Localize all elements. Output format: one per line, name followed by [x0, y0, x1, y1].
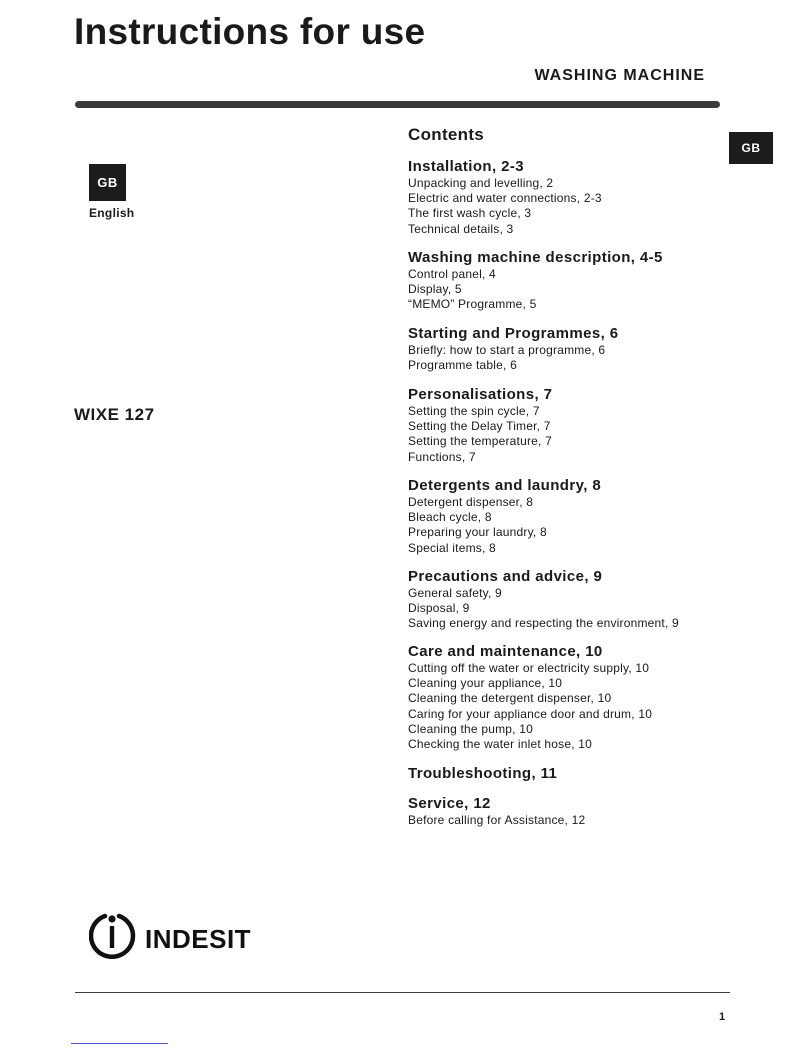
toc-item[interactable]: Checking the water inlet hose, 10: [408, 737, 593, 752]
toc-item[interactable]: “MEMO” Programme, 5: [408, 297, 537, 312]
toc-section-installation: [408, 157, 602, 237]
title-divider: [75, 101, 720, 108]
page-number: 1: [719, 1011, 726, 1023]
toc-section-care: [408, 642, 652, 752]
toc-section-title[interactable]: Washing machine description, 4-5: [408, 249, 663, 266]
toc-item[interactable]: Detergent dispenser, 8: [408, 495, 534, 509]
toc-section-starting: [408, 324, 618, 373]
toc-item[interactable]: The first wash cycle, 3: [408, 206, 532, 221]
toc-item[interactable]: Setting the temperature, 7: [408, 434, 552, 449]
toc-item[interactable]: Special items, 8: [408, 540, 496, 555]
toc-item[interactable]: Cutting off the water or electricity supply, 10: [408, 661, 650, 675]
toc-item[interactable]: Functions, 7: [408, 449, 476, 464]
toc-item[interactable]: Display, 5: [408, 282, 462, 297]
toc-section-title[interactable]: Troubleshooting, 11: [408, 765, 558, 782]
indesit-logo-wordmark: INDESIT: [145, 924, 252, 954]
toc-item[interactable]: Unpacking and levelling, 2: [408, 176, 554, 190]
toc-section-personalisations: [408, 385, 552, 465]
toc-item[interactable]: Setting the spin cycle, 7: [408, 404, 540, 418]
toc-item[interactable]: Setting the Delay Timer, 7: [408, 419, 551, 434]
toc-section-title[interactable]: Personalisations, 7: [408, 386, 553, 403]
toc-section-precautions: [408, 567, 679, 632]
toc-section-title[interactable]: Care and maintenance, 10: [408, 643, 603, 660]
toc-section-troubleshooting: [408, 764, 557, 783]
page-title: Instructions for use: [74, 11, 426, 52]
footer-divider: [75, 992, 730, 993]
toc-section-title[interactable]: Precautions and advice, 9: [408, 568, 603, 585]
toc-item[interactable]: Control panel, 4: [408, 267, 496, 281]
toc-section-title[interactable]: Detergents and laundry, 8: [408, 477, 602, 494]
language-badge: GB: [89, 164, 126, 201]
toc-item[interactable]: Technical details, 3: [408, 221, 514, 236]
toc-item[interactable]: Briefly: how to start a programme, 6: [408, 343, 606, 357]
indesit-logo: [89, 912, 271, 962]
toc-item[interactable]: Before calling for Assistance, 12: [408, 813, 586, 827]
toc-item[interactable]: Saving energy and respecting the environment, 9: [408, 616, 679, 631]
toc-item[interactable]: Preparing your laundry, 8: [408, 525, 547, 540]
product-type: WASHING MACHINE: [534, 67, 705, 84]
toc-item[interactable]: Programme table, 6: [408, 358, 517, 373]
toc-item[interactable]: General safety, 9: [408, 586, 502, 600]
toc-item[interactable]: Caring for your appliance door and drum, 10: [408, 706, 653, 721]
indesit-logo-icon: [91, 915, 133, 956]
toc-section-detergents: [408, 476, 601, 556]
contents-heading: Contents: [408, 125, 485, 144]
language-edge-tab[interactable]: GB: [729, 132, 773, 164]
language-name: English: [89, 206, 135, 220]
toc-item[interactable]: Cleaning the detergent dispenser, 10: [408, 691, 612, 706]
toc-item[interactable]: Cleaning your appliance, 10: [408, 676, 563, 691]
toc-section-description: [408, 248, 663, 313]
toc-section-title[interactable]: Starting and Programmes, 6: [408, 325, 619, 342]
toc-section-title[interactable]: Service, 12: [408, 795, 491, 812]
toc-item[interactable]: Disposal, 9: [408, 601, 470, 616]
model-number: WIXE 127: [74, 405, 155, 424]
toc-section-title[interactable]: Installation, 2-3: [408, 158, 524, 175]
toc-item[interactable]: Cleaning the pump, 10: [408, 721, 533, 736]
toc-section-service: [408, 794, 585, 828]
link-underline[interactable]: [71, 1043, 168, 1044]
toc-item[interactable]: Electric and water connections, 2-3: [408, 191, 602, 206]
toc-item[interactable]: Bleach cycle, 8: [408, 510, 492, 525]
